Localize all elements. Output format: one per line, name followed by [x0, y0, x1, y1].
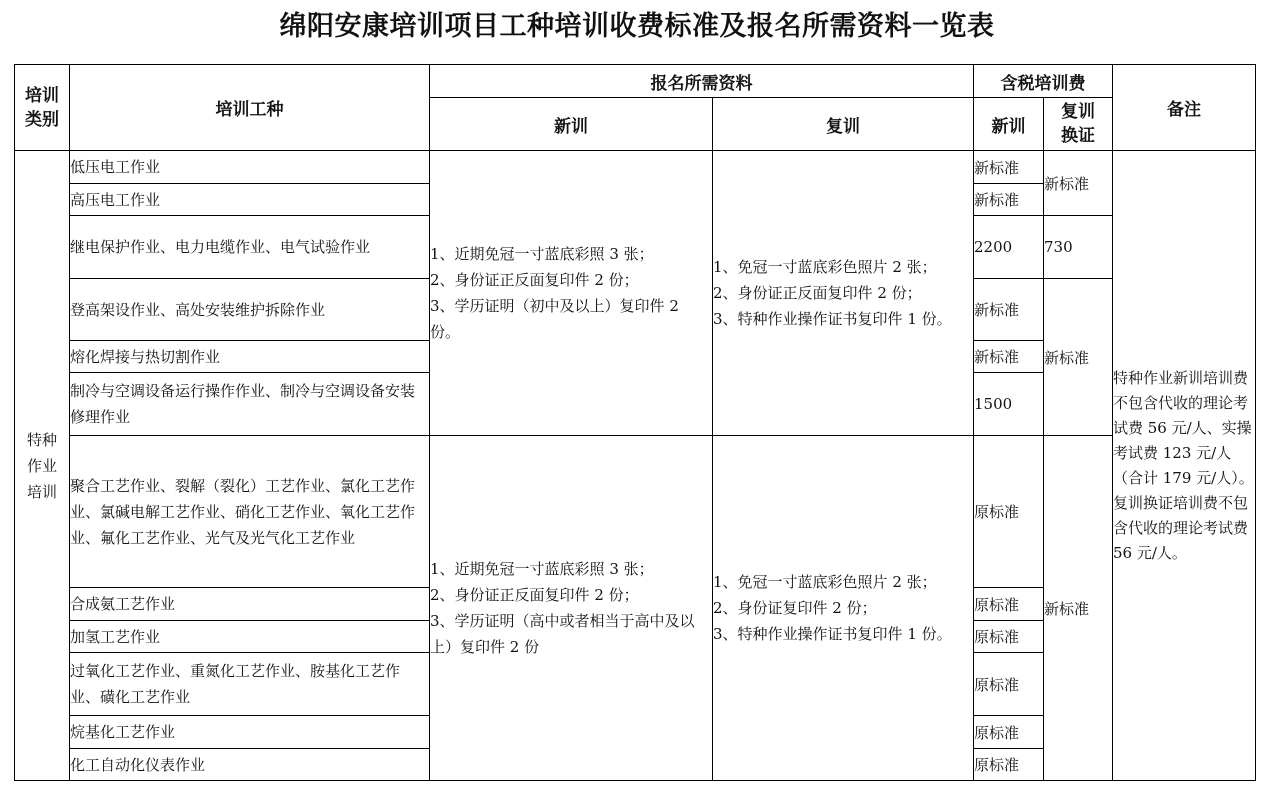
fee-new: 原标准	[974, 749, 1044, 781]
trade-name: 烷基化工艺作业	[70, 716, 430, 749]
table-row	[15, 436, 1256, 588]
new-training-materials: 1、近期免冠一寸蓝底彩照 3 张； 2、身份证正反面复印件 2 份； 3、学历证明（初中及以上）复印件 2 份。	[430, 151, 713, 436]
header-fee-new: 新训	[974, 98, 1044, 151]
refresher-materials: 1、免冠一寸蓝底彩色照片 2 张； 2、身份证复印件 2 份； 3、特种作业操作证书复印件 1 份。	[713, 436, 974, 781]
fee-new: 1500	[974, 373, 1044, 436]
fee-renew: 730	[1044, 216, 1113, 279]
header-refresher: 复训	[713, 98, 974, 151]
header-fee-renew: 复训换证	[1044, 98, 1113, 151]
fee-new: 原标准	[974, 621, 1044, 653]
fee-table	[14, 64, 1256, 781]
trade-name: 加氢工艺作业	[70, 621, 430, 653]
fee-new: 原标准	[974, 716, 1044, 749]
refresher-materials: 1、免冠一寸蓝底彩色照片 2 张； 2、身份证正反面复印件 2 份； 3、特种作业操作证书复印件 1 份。	[713, 151, 974, 436]
trade-name: 聚合工艺作业、裂解（裂化）工艺作业、氯化工艺作业、氯碱电解工艺作业、硝化工艺作业、氧化工艺作业、氟化工艺作业、光气及光气化工艺作业	[70, 436, 430, 588]
new-training-materials: 1、近期免冠一寸蓝底彩照 3 张； 2、身份证正反面复印件 2 份； 3、学历证明（高中或者相当于高中及以上）复印件 2 份	[430, 436, 713, 781]
remarks: 特种作业新训培训费不包含代收的理论考试费 56 元/人、实操考试费 123 元/人（合计 179 元/人）。复训换证培训费不包含代收的理论考试费 56 元/人。	[1113, 151, 1256, 781]
fee-new: 新标准	[974, 341, 1044, 373]
header-row-1	[15, 65, 1256, 98]
page-title: 绵阳安康培训项目工种培训收费标准及报名所需资料一览表	[279, 11, 995, 42]
fee-renew: 新标准	[1044, 279, 1113, 436]
fee-new: 原标准	[974, 588, 1044, 621]
trade-name: 低压电工作业	[70, 151, 430, 184]
header-fee: 含税培训费	[974, 65, 1113, 98]
table-row	[15, 151, 1256, 184]
trade-name: 化工自动化仪表作业	[70, 749, 430, 781]
header-note: 备注	[1113, 65, 1256, 151]
header-new-training: 新训	[430, 98, 713, 151]
trade-name: 制冷与空调设备运行操作作业、制冷与空调设备安装修理作业	[70, 373, 430, 436]
header-trade: 培训工种	[70, 65, 430, 151]
fee-new: 原标准	[974, 653, 1044, 716]
trade-name: 熔化焊接与热切割作业	[70, 341, 430, 373]
trade-name: 登高架设作业、高处安装维护拆除作业	[70, 279, 430, 341]
fee-new: 原标准	[974, 436, 1044, 588]
fee-new: 2200	[974, 216, 1044, 279]
fee-new: 新标准	[974, 151, 1044, 184]
fee-renew: 新标准	[1044, 436, 1113, 781]
trade-name: 合成氨工艺作业	[70, 588, 430, 621]
header-category: 培训类别	[15, 65, 70, 151]
trade-name: 过氧化工艺作业、重氮化工艺作业、胺基化工艺作业、磺化工艺作业	[70, 653, 430, 716]
fee-renew: 新标准	[1044, 151, 1113, 216]
trade-name: 高压电工作业	[70, 184, 430, 216]
trade-name: 继电保护作业、电力电缆作业、电气试验作业	[70, 216, 430, 279]
fee-new: 新标准	[974, 279, 1044, 341]
fee-new: 新标准	[974, 184, 1044, 216]
training-category: 特种作业培训	[15, 151, 70, 781]
header-materials: 报名所需资料	[430, 65, 974, 98]
